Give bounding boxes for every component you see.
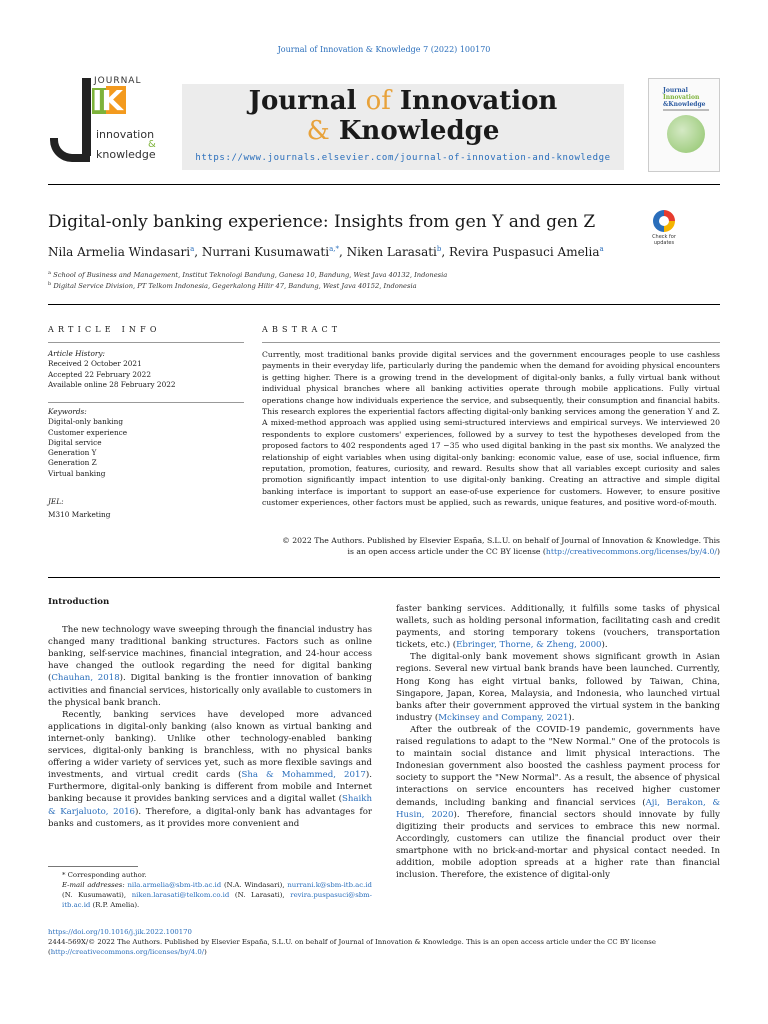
cover-globe-icon — [667, 115, 705, 153]
keywords: Keywords: Digital-only banking Customer experience Digital service Generation Y Generation Z Virtual banking — [48, 407, 128, 478]
article-info-heading: ARTICLE INFO — [48, 325, 161, 334]
paragraph: Recently, banking services have developed more advanced applications in digital-only banking (also known as virtual banking and internet-only banking). Unlike other technology-enabled banking services, digital-only banking is branchless, with no physical banks offering a wider variety of services yet, such as more flexible savings and investments, and virtual credit cards (Sha & Mohammed, 2017). Furthermore, digital-only banking is different from mobile and Internet banking because it provides banking services and a digital wallet (Shaikh & Karjaluoto, 2016). Therefore, a digital-only bank has advantages for banks and customers, as it provides more convenient and — [48, 709, 372, 829]
author-affil-link[interactable]: a,* — [329, 245, 339, 253]
journal-logo — [48, 78, 168, 166]
logo-ik-letters: IK — [92, 84, 123, 117]
paragraph: The new technology wave sweeping through the financial industry has changed many traditional banking structures. Factors such as online banking, self-service machines, financial integration, and 24-hour access have changed the outlook regarding the need for digital banking (Chauhan, 2018). Digital banking is the frontier innovation of banking activities and financial services, historically only available to customers in the physical bank branch. — [48, 625, 373, 708]
logo-amp-word: & — [148, 139, 156, 150]
footnote: * Corresponding author. E-mail addresses: nila.armelia@sbm-itb.ac.id (N.A. Windasari), nurrani.k@sbm-itb.ac.id (N. Kusumawati), niken.larasati@telkom.co.id (N. Larasati), revira.puspasuci@sbm-itb.ac.id (R.P. Amelia). — [62, 871, 372, 909]
abstract-bottom-rule — [48, 577, 720, 578]
citation-link[interactable]: Chauhan, 2018 — [51, 673, 120, 684]
footnote-rule — [48, 866, 138, 867]
logo-journal-word: JOURNAL — [94, 76, 142, 86]
masthead — [48, 78, 720, 174]
title-rule — [48, 304, 720, 305]
email-link[interactable]: revira.puspasuci@sbm-itb.ac.id — [62, 890, 372, 909]
jel-codes: JEL: M310 Marketing — [48, 497, 111, 520]
article-history: Article History: Received 2 October 2021 Accepted 22 February 2022 Available online 28 February 2022 — [48, 349, 176, 389]
crossmark-label: Check for updates — [652, 234, 676, 246]
citation-link[interactable]: Shaikh & Karjaluoto, 2016 — [48, 794, 372, 817]
cover-divider — [663, 109, 709, 111]
citation-link[interactable]: Mckinsey and Company, 2021 — [438, 712, 569, 723]
logo-j-hook — [50, 138, 90, 162]
affiliation-a: $^a$ School of Business and Management, Institut Teknologi Bandung, Ganesa 10, Bandung, West Java 40132, Indonesia — [48, 270, 448, 280]
abstract-heading: ABSTRACT — [262, 325, 342, 334]
author-affil-link[interactable]: a — [190, 245, 195, 253]
author-name: Nila Armelia Windasari — [48, 245, 191, 259]
author-affil-link[interactable]: a — [599, 245, 604, 253]
abstract-text: Currently, most traditional banks provide digital services and the government encourages people to use cashless payments in their everyday life, particularly during the pandemic when the demand for avoiding physical encounters is getting higher. There is a growing trend in the development of digital-only banks, a fully virtual bank without individual physical branches where all banking activities operate through mobile applications. Fully virtual operations change how individuals experience the service, and subsequently, their consumption and financial habits. This research explores the experiential factors affecting digital-only banking services among the generation Y and Z. A mixed-method approach was applied using semi-structured interviews and empirical surveys. We interviewed 20 respondents to explore customers' experiences, followed by a survey to test the hypotheses developed from the proposed factors to 402 respondents aged 17 −35 who used digital banking in the past six months. We analyzed the relationship of eight variables when using digital-only banking: economic value, ease of use, social influence, firm reputation, promotion, features, curiosity, and reward. Results show that all variables except curiosity and sales promotion significantly impact intention to use digital-only banking. Creating an attractive and simple digital banking interface is important to support an ease-of-use experience for customers. However, to ensure positive customer experiences, other factors must be applied, such as rewards, unique features, and positive word-of-mouth. — [262, 350, 720, 508]
paragraph: The digital-only bank movement shows significant growth in Asian regions. Several new virtual bank brands have been launched. Currently, Hong Kong has eight virtual banks, followed by Taiwan, China, Singapore, Japan, Korea, Malaysia, and Indonesia, who launched virtual banks after their government approved the virtual system in the banking industry (Mckinsey and Company, 2021). — [396, 652, 720, 723]
article-title: Digital-only banking experience: Insights from gen Y and gen Z — [48, 212, 596, 232]
journal-url-link[interactable]: https://www.journals.elsevier.com/journal-of-innovation-and-knowledge — [195, 153, 611, 163]
crossmark-icon — [653, 210, 675, 232]
crossmark-button[interactable] — [646, 210, 682, 250]
body-column-right — [396, 603, 720, 881]
email-link[interactable]: nila.armelia@sbm-itb.ac.id — [127, 880, 222, 889]
journal-title-line2: & Knowledge — [306, 116, 500, 146]
journal-banner — [182, 84, 624, 170]
doi-link[interactable]: https://doi.org/10.1016/j.jik.2022.100170 — [48, 928, 192, 936]
paragraph: faster banking services. Additionally, it fulfills some tasks of physical wallets, such as holding personal information, facilitating cash and credit payments, and storing temporary tokens (vouchers, transportation tickets, etc.) (Ebringer, Thorne, & Zheng, 2000). — [396, 604, 720, 651]
header-rule — [48, 184, 720, 185]
citation-link[interactable]: Sha & Mohammed, 2017 — [241, 770, 366, 781]
email-link[interactable]: niken.larasati@telkom.co.id — [131, 890, 230, 899]
paragraph: After the outbreak of the COVID-19 pandemic, governments have raised regulations to adapt to the "New Normal." One of the protocols is to maintain social distance and limit physical interactions. The Indonesian government also boosted the cashless payment process for society to support the "New Normal". As a result, the absence of physical interactions on service encounters has received higher customer demands, including banking and financial services (Aji, Berakon, & Husin, 2020). Therefore, financial sectors should innovate by fully digitizing their products and services to embrace this new normal. Accordingly, customers can utilize the financial product over their smartphone with no brick-and-mortar and physical contact needed. In addition, mobile adoption spreads at a higher rate than financial inclusion. Therefore, the existence of digital-only — [396, 724, 720, 881]
logo-innovation-word: innovation — [96, 128, 155, 141]
email-link[interactable]: nurrani.k@sbm-itb.ac.id — [287, 880, 372, 889]
info-rule — [48, 402, 244, 403]
journal-title-line1: Journal of Innovation — [248, 86, 558, 116]
section-title-introduction: Introduction — [48, 597, 110, 607]
issn-line: 2444-569X/© 2022 The Authors. Published by Elsevier España, S.L.U. on behalf of Journal of Innovation & Knowledge. This is an open access article under the CC BY license — [48, 938, 656, 947]
logo-knowledge-word: knowledge — [96, 148, 156, 161]
running-head[interactable]: Journal of Innovation & Knowledge 7 (2022) 100170 — [277, 45, 491, 54]
citation-link[interactable]: Aji, Berakon, & Husin, 2020 — [396, 797, 720, 820]
author-name: Nurrani Kusumawati — [201, 245, 330, 259]
author-name: Niken Larasati — [346, 245, 437, 259]
journal-cover-thumbnail[interactable] — [648, 78, 720, 172]
author-list: Nila Armelia Windasari$^a$, Nurrani Kusumawati$^{a,*}$, Niken Larasati$^b$, Revira Puspasuci Amelia$^a$ — [48, 245, 604, 259]
affiliation-b: $^b$ Digital Service Division, PT Telkom Indonesia, Gegerkalong Hilir 47, Bandung, West Java 40152, Indonesia — [48, 281, 417, 291]
author-name: Revira Puspasuci Amelia — [449, 245, 600, 259]
footer-license-link[interactable]: http://creativecommons.org/licenses/by/4.0/ — [50, 948, 205, 957]
abstract-copyright: © 2022 The Authors. Published by Elsevier España, S.L.U. on behalf of Journal of Innovation & Knowledge. This — [282, 536, 720, 545]
cc-license-link[interactable]: http://creativecommons.org/licenses/by/4.0/ — [545, 547, 717, 556]
info-rule — [48, 342, 244, 343]
author-affil-link[interactable]: b — [436, 245, 442, 253]
abstract-rule — [262, 342, 720, 343]
abstract-license: is an open access article under the CC BY license (http://creativecommons.org/licenses/by/4.0/) — [347, 547, 720, 556]
footer-license: (http://creativecommons.org/licenses/by/4.0/) — [48, 948, 207, 957]
cover-title: Journal Innovation &Knowledge — [663, 87, 706, 108]
page-footer — [48, 927, 720, 958]
citation-link[interactable]: Ebringer, Thorne, & Zheng, 2000 — [456, 640, 602, 651]
body-column-left — [48, 596, 372, 830]
